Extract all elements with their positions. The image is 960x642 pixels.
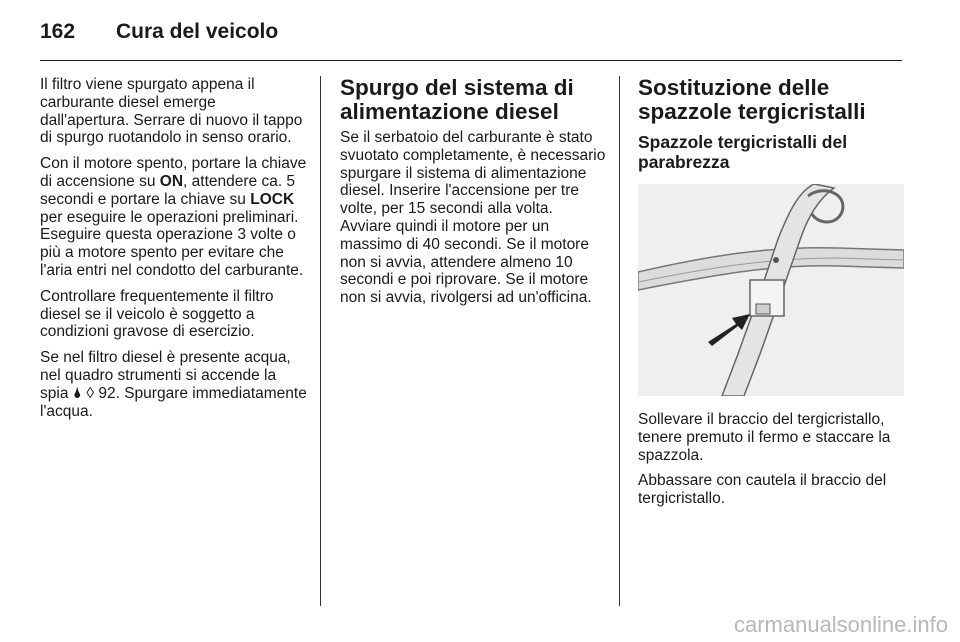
wiper-blade-illustration bbox=[638, 184, 904, 396]
section-heading-bleed: Spurgo del sistema di alimentazione diesel bbox=[340, 75, 574, 124]
text-run: Se nel filtro diesel è presente acqua, nel quadro strumenti si accende la spia bbox=[40, 349, 291, 402]
subheading-windscreen-wipers: Spazzole tergicristalli del parabrezza bbox=[638, 132, 848, 172]
text-run: Con il motore spento, portare la chiave di accensione su bbox=[40, 155, 307, 190]
watermark: carmanualsonline.info bbox=[733, 612, 948, 637]
water-in-fuel-icon: 🌢 bbox=[72, 384, 83, 402]
page-number: 162 bbox=[40, 20, 76, 43]
chapter-title: Cura del veicolo bbox=[116, 20, 279, 43]
paragraph-bleed-instructions: Se il serbatoio del carburante è stato svuotato completamente, è necessario spurgare il sistema di alimentazione diesel. Inserire l'accensione per tre volte, per 15 secondi alla volta. Avviare quindi il motore per un massimo di 40 secondi. Se il motore non si avvia, attendere almeno 10 secondi e poi riprovare. Se il motore non si avvia, rivolgersi ad un'officina. bbox=[340, 129, 606, 307]
text-run: 92. Spurgare immediatamente l'acqua. bbox=[40, 384, 307, 420]
text-run: , attendere ca. 5 secondi e portare la chiave su bbox=[40, 172, 296, 208]
paragraph-water-warning bbox=[40, 349, 308, 420]
column-left bbox=[40, 76, 308, 428]
key-lock-label: LOCK bbox=[250, 190, 295, 208]
header-rule bbox=[40, 60, 902, 61]
paragraph-remove-blade: Sollevare il braccio del tergicristallo, tenere premuto il fermo e staccare la spazzola. bbox=[638, 411, 891, 464]
column-right bbox=[638, 76, 904, 516]
column-middle bbox=[340, 76, 606, 315]
paragraph-ignition-cycle bbox=[40, 155, 308, 280]
page-reference-icon: ◊ bbox=[86, 384, 95, 402]
section-heading-wipers: Sostituzione delle spazzole tergicristalli bbox=[638, 75, 866, 124]
text-run: per eseguire le operazioni preliminari. Eseguire questa operazione 3 volte o più a motore spento per evitare che l'aria entri nel condotto del carburante. bbox=[40, 208, 304, 279]
column-divider-1 bbox=[320, 76, 321, 606]
key-on-label: ON bbox=[159, 172, 184, 190]
paragraph-lower-arm: Abbassare con cautela il braccio del tergicristallo. bbox=[638, 472, 887, 508]
paragraph-check-filter: Controllare frequentemente il filtro diesel se il veicolo è soggetto a condizioni gravose di esercizio. bbox=[40, 287, 274, 341]
column-divider-2 bbox=[619, 76, 620, 606]
paragraph-filter-bleed: Il filtro viene spurgato appena il carburante diesel emerge dall'apertura. Serrare di nuovo il tappo di spurgo ruotandolo in senso orario. bbox=[40, 76, 303, 147]
